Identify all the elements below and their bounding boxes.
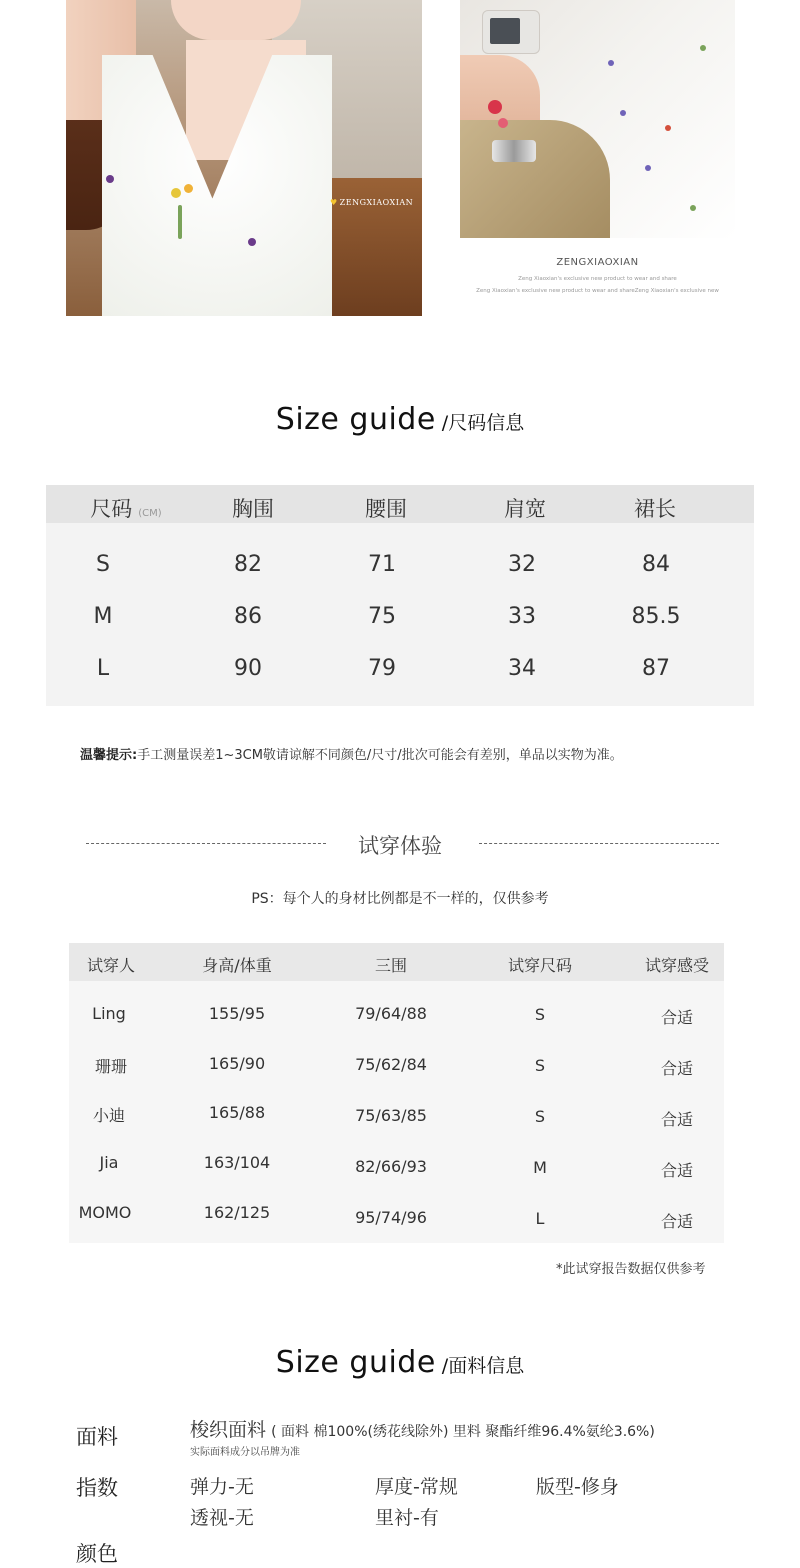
try-cell: 合适 [660, 1212, 693, 1231]
color-label: 颜色 [76, 1542, 118, 1566]
try-cell: 小迪 [92, 1106, 125, 1125]
index-label: 指数 [76, 1476, 118, 1500]
size-cell: 86 [234, 604, 262, 629]
size-header-shoulder: 肩宽 [504, 497, 546, 521]
heart-icon: ♥ [330, 198, 338, 207]
try-cell: M [533, 1158, 547, 1177]
try-cell: 165/90 [208, 1054, 266, 1073]
try-on-disclaimer: *此试穿报告数据仅供参考 [556, 1262, 706, 1277]
product-photo-detail [460, 0, 735, 238]
heading-cn: /面料信息 [441, 1355, 525, 1377]
fabric-heading [0, 1345, 800, 1380]
try-cell: L [535, 1209, 545, 1228]
caption-line-1: Zeng Xiaoxian's exclusive new product to wear and share [518, 276, 677, 282]
fabric-label: 面料 [76, 1425, 118, 1449]
size-cell: 85.5 [631, 604, 681, 629]
size-cell: L [96, 656, 110, 681]
try-cell: 合适 [660, 1008, 693, 1027]
fabric-name: 梭织面料 [190, 1419, 267, 1441]
try-header-size: 试穿尺码 [507, 956, 572, 975]
try-cell: 75/62/84 [355, 1055, 427, 1074]
caption-line-2: Zeng Xiaoxian's exclusive new product to wear and shareZeng Xiaoxian's exclusive new [476, 288, 719, 294]
try-header-feel: 试穿感受 [644, 956, 709, 975]
size-table [46, 485, 754, 706]
try-cell: Jia [99, 1153, 119, 1172]
try-cell: 162/125 [203, 1203, 271, 1222]
try-header-person: 试穿人 [86, 956, 135, 975]
try-cell: 155/95 [208, 1004, 266, 1023]
size-cell: 82 [234, 552, 262, 577]
size-cell: 84 [642, 552, 670, 577]
index-lining: 里衬-有 [375, 1507, 439, 1529]
size-header-size: 尺码 (CM) [90, 497, 162, 521]
try-cell: S [534, 1005, 546, 1024]
try-cell: 合适 [660, 1059, 693, 1078]
try-cell: 82/66/93 [355, 1157, 427, 1176]
fabric-line [190, 1415, 655, 1442]
try-cell: S [534, 1107, 546, 1126]
heading-en: Size guide [275, 1345, 436, 1380]
fabric-note: 实际面料成分以吊牌为准 [190, 1447, 300, 1458]
index-thickness: 厚度-常规 [375, 1476, 458, 1498]
try-cell: Ling [92, 1004, 126, 1023]
try-header-measurements: 三围 [374, 956, 407, 975]
size-header-bust: 胸围 [232, 497, 274, 521]
cut-off-row [76, 1538, 136, 1566]
size-cell: S [96, 552, 110, 577]
try-cell: 75/63/85 [355, 1106, 427, 1125]
try-cell: 163/104 [203, 1153, 271, 1172]
size-cell: 87 [642, 656, 670, 681]
try-cell: 合适 [660, 1161, 693, 1180]
size-cell: 75 [368, 604, 396, 629]
try-cell: S [534, 1056, 546, 1075]
caption-brand: ZENGXIAOXIAN [556, 257, 639, 268]
try-cell: 95/74/96 [355, 1208, 427, 1227]
size-cell: 33 [508, 604, 536, 629]
divider-right [479, 843, 719, 844]
index-elasticity: 弹力-无 [190, 1476, 254, 1498]
fabric-detail: ( 面料 棉100%(绣花线除外) 里料 聚酯纤维96.4%氨纶3.6%) [271, 1424, 655, 1440]
product-photo-front [66, 0, 422, 316]
try-header-height-weight: 身高/体重 [202, 956, 272, 975]
measurement-note: 温馨提示:手工测量误差1~3CM敬请谅解不同颜色/尺寸/批次可能会有差别，单品以实物为准。 [80, 748, 623, 763]
try-cell: 珊珊 [94, 1057, 127, 1076]
try-on-title: 试穿体验 [358, 834, 442, 858]
try-cell: 165/88 [208, 1103, 266, 1122]
try-cell: MOMO [78, 1203, 132, 1222]
heading-cn: /尺码信息 [441, 412, 525, 434]
heading-en: Size guide [275, 402, 436, 437]
index-fit: 版型-修身 [536, 1476, 619, 1498]
try-on-ps: PS：每个人的身材比例都是不一样的，仅供参考 [251, 891, 549, 907]
index-transparency: 透视-无 [190, 1507, 254, 1529]
size-header-length: 裙长 [634, 497, 676, 521]
try-on-table [69, 943, 724, 1243]
size-cell: 32 [508, 552, 536, 577]
try-cell: 合适 [660, 1110, 693, 1129]
size-cell: 90 [234, 656, 262, 681]
photo-brand-tag: ♥ ZENGXIAOXIAN [330, 198, 414, 207]
size-guide-heading [0, 402, 800, 437]
try-cell: 79/64/88 [355, 1004, 427, 1023]
size-cell: 79 [368, 656, 396, 681]
size-cell: M [93, 604, 113, 629]
size-cell: 34 [508, 656, 536, 681]
size-cell: 71 [368, 552, 396, 577]
size-header-waist: 腰围 [365, 497, 407, 521]
